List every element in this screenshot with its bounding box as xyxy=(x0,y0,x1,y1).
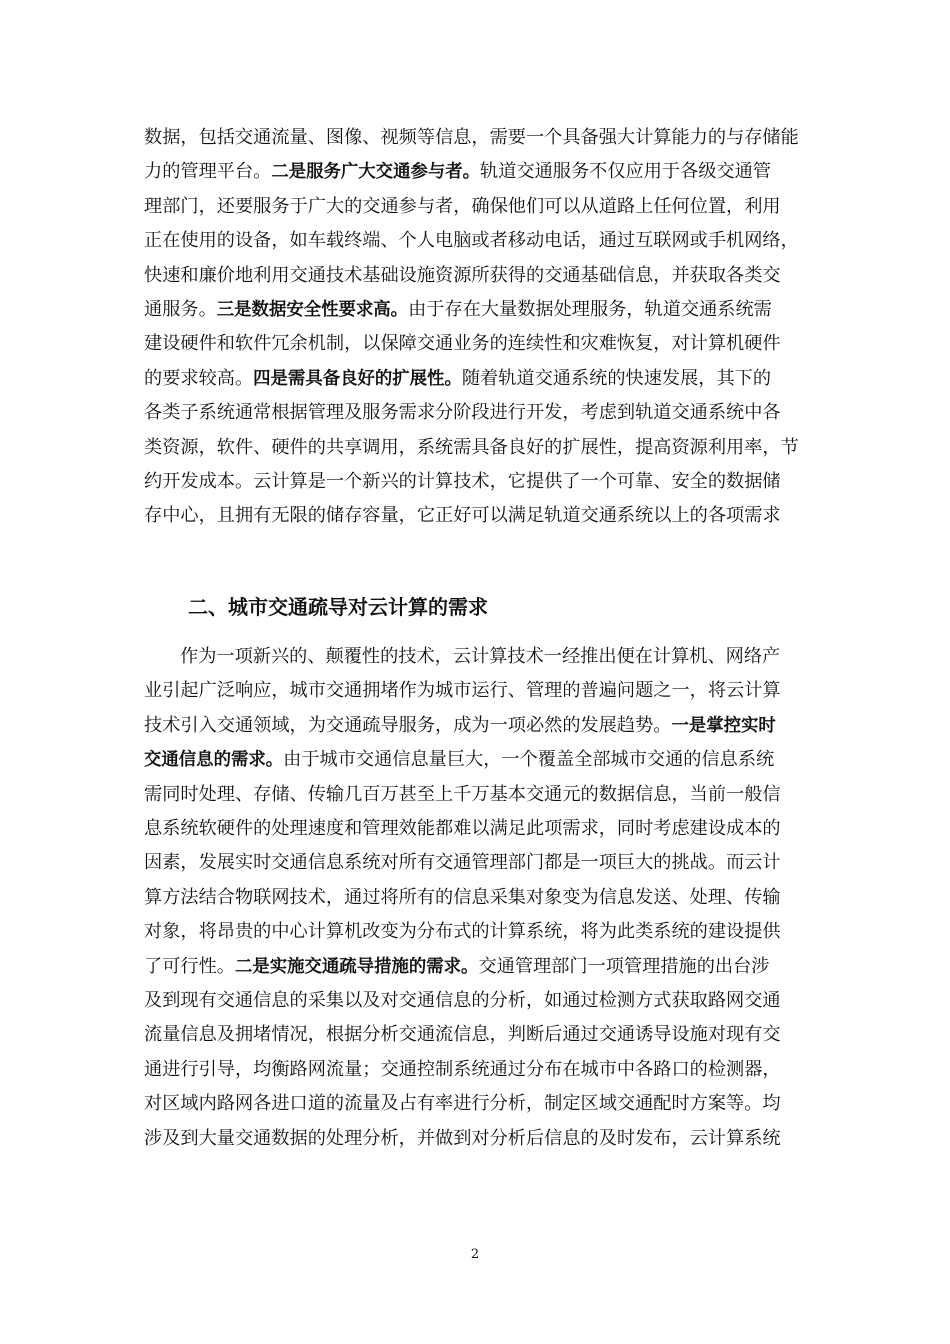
text-run: 随着轨道交通系统的快速发展，其下的 xyxy=(461,367,772,389)
page-number: 2 xyxy=(470,1247,480,1262)
text-line xyxy=(144,743,808,777)
bold-point-3: 三是数据安全性要求高。 xyxy=(216,300,409,321)
text-line xyxy=(144,293,808,327)
text-line: 业引起广泛响应，城市交通拥堵作为城市运行、管理的普遍问题之一，将云计算 xyxy=(144,680,781,702)
text-line: 建设硬件和软件冗余机制，以保障交通业务的连续性和灾难恢复，对计算机硬件 xyxy=(144,333,781,355)
paragraph-1 xyxy=(144,121,808,534)
text-line: 通进行引导，均衡路网流量；交通控制系统通过分布在城市中各路口的检测器， xyxy=(144,1058,781,1080)
text-line: 作为一项新兴的、颠覆性的技术，云计算技术一经推出便在计算机、网络产 xyxy=(180,646,781,667)
text-line: 需同时处理、存储、传输几百万甚至上千万基本交通元的数据信息，当前一般信 xyxy=(144,783,781,805)
text-run: 了可行性。 xyxy=(144,955,235,977)
text-run: 通服务。 xyxy=(144,299,217,321)
bold-point-1: 一是掌控实时 xyxy=(671,715,776,736)
text-run: 技术引入交通领域，为交通疏导服务，成为一项必然的发展趋势。 xyxy=(144,714,672,736)
text-line: 流量信息及拥堵情况，根据分析交通流信息，判断后通过交通诱导设施对现有交 xyxy=(144,1024,781,1046)
text-run: 力的管理平台。 xyxy=(144,161,272,183)
bold-point-2: 二是服务广大交通参与者。 xyxy=(271,162,481,183)
text-line: 因素，发展实时交通信息系统对所有交通管理部门都是一项巨大的挑战。而云计 xyxy=(144,852,781,874)
text-line: 涉及到大量交通数据的处理分析，并做到对分析后信息的及时发布，云计算系统 xyxy=(144,1127,781,1149)
text-line xyxy=(144,950,808,984)
text-line xyxy=(144,709,808,743)
text-line: 及到现有交通信息的采集以及对交通信息的分析，如通过检测方式获取路网交通 xyxy=(144,990,781,1012)
bold-point-1-cont: 交通信息的需求。 xyxy=(144,750,284,771)
text-line: 类资源，软件、硬件的共享调用，系统需具备良好的扩展性，提高资源利用率，节 xyxy=(144,436,799,458)
text-run: 轨道交通服务不仅应用于各级交通管 xyxy=(480,161,772,183)
text-line xyxy=(144,362,808,396)
bold-point-4: 四是需具备良好的扩展性。 xyxy=(253,368,462,389)
paragraph-2 xyxy=(144,640,808,1156)
text-run: 由于存在大量数据处理服务，轨道交通系统需 xyxy=(408,299,772,321)
text-line: 各类子系统通常根据管理及服务需求分阶段进行开发，考虑到轨道交通系统中各 xyxy=(144,402,781,424)
text-run: 交通管理部门一项管理措施的出台涉 xyxy=(478,955,770,977)
text-line: 算方法结合物联网技术，通过将所有的信息采集对象变为信息发送、处理、传输 xyxy=(144,886,781,908)
text-line: 息系统软硬件的处理速度和管理效能都难以满足此项需求，同时考虑建设成本的 xyxy=(144,818,781,840)
text-run: 的要求较高。 xyxy=(144,367,254,389)
text-line: 对象，将昂贵的中心计算机改变为分布式的计算系统，将为此类系统的建设提供 xyxy=(144,921,781,943)
text-line: 快速和廉价地利用交通技术基础设施资源所获得的交通基础信息，并获取各类交 xyxy=(144,264,781,286)
bold-point-2: 二是实施交通疏导措施的需求。 xyxy=(234,956,479,977)
text-line xyxy=(144,155,808,189)
text-line: 正在使用的设备，如车载终端、个人电脑或者移动电话，通过互联网或手机网络， xyxy=(144,230,799,252)
text-line: 存中心，且拥有无限的储存容量，它正好可以满足轨道交通系统以上的各项需求 xyxy=(144,505,781,527)
text-line: 对区域内路网各进口道的流量及占有率进行分析，制定区域交通配时方案等。均 xyxy=(144,1093,781,1115)
section-heading: 二、城市交通疏导对云计算的需求 xyxy=(188,595,488,619)
text-line: 约开发成本。云计算是一个新兴的计算技术，它提供了一个可靠、安全的数据储 xyxy=(144,471,781,493)
text-line: 理部门，还要服务于广大的交通参与者，确保他们可以从道路上任何位置，利用 xyxy=(144,195,781,217)
text-line: 数据，包括交通流量、图像、视频等信息，需要一个具备强大计算能力的与存储能 xyxy=(144,127,799,148)
text-run: 由于城市交通信息量巨大，一个覆盖全部城市交通的信息系统 xyxy=(283,749,775,771)
